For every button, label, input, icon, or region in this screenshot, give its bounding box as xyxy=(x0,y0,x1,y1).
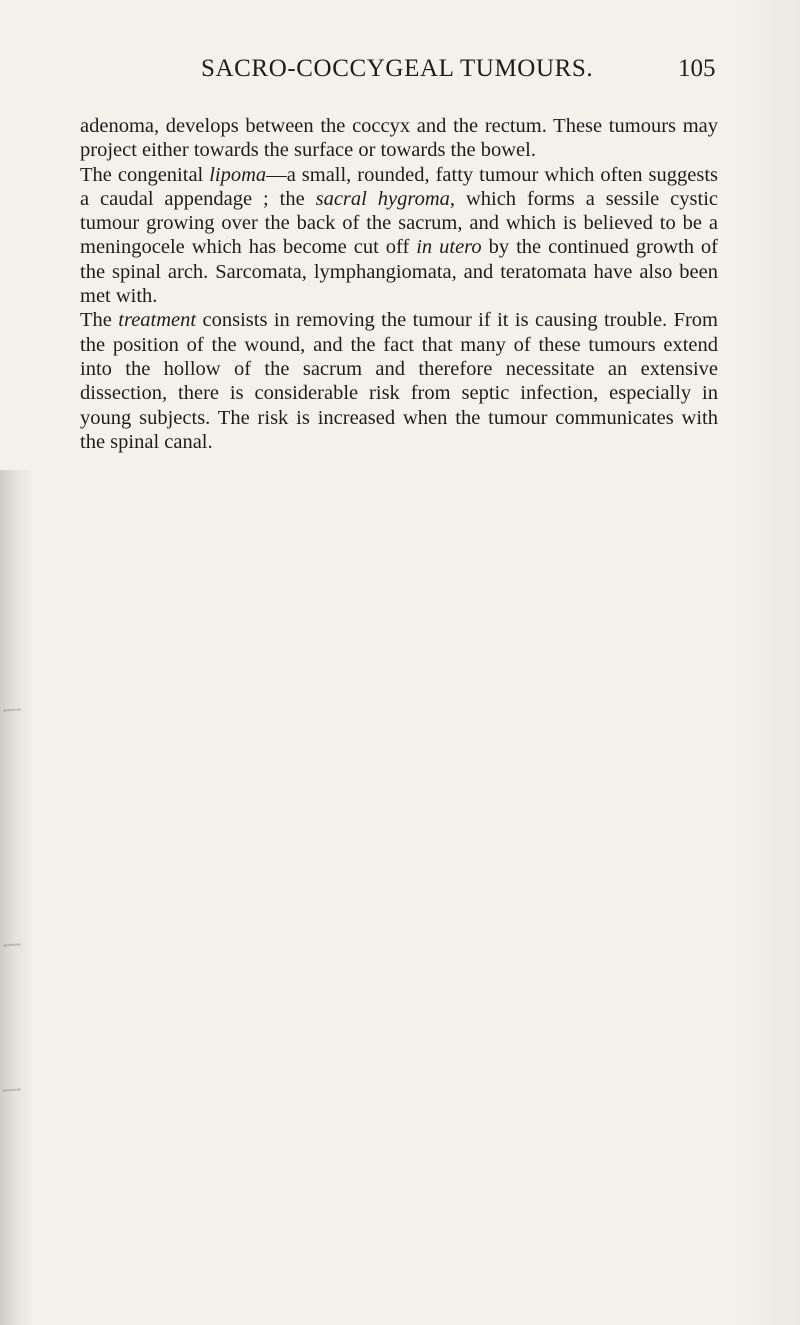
italic-term-sacral-hygroma: sacral hygroma xyxy=(315,187,450,210)
paragraph-text: by the continued growth of the spinal arch. Sarcomata, lymphangiomata, and teratomata have also been met with. xyxy=(80,236,718,308)
page-mark xyxy=(3,1088,21,1091)
paragraph-text: , which forms a sessile cystic tumour growing over the back of the sacrum, and which is believed to be a meningocele which has become cut off xyxy=(80,187,718,259)
italic-term-in-utero: in utero xyxy=(416,236,482,259)
running-head xyxy=(0,55,800,85)
paragraph-treatment xyxy=(80,308,718,454)
page-number: 105 xyxy=(678,55,716,82)
paragraph-adenoma: adenoma, develops between the coccyx and the rectum. These tumours may project either towards the surface or towards the bowel. xyxy=(80,115,718,162)
paragraph-text: The xyxy=(80,309,119,332)
paragraph-text: —a small, rounded, fatty tumour which often suggests a caudal appendage ; the xyxy=(80,163,718,210)
running-title: SACRO-COCCYGEAL TUMOURS. xyxy=(201,55,594,82)
paragraph-congenital-lipoma xyxy=(80,163,718,309)
page-mark xyxy=(3,708,21,711)
italic-term-lipoma: lipoma xyxy=(209,163,267,186)
page-edge-shadow xyxy=(0,470,34,1325)
paragraph-text: The congenital xyxy=(80,163,210,186)
paragraph-text: consists in removing the tumour if it is causing trouble. From the position of the wound, and the fact that many of these tumours extend into the hollow of the sacrum and therefore necessitate an extensive dissection, there is considerable risk from septic infection, especially in young subjects. The risk is increased when the tumour communicates with the spinal canal. xyxy=(80,309,718,453)
page-mark xyxy=(3,943,21,946)
italic-term-treatment: treatment xyxy=(118,309,197,332)
body-text xyxy=(80,114,718,454)
